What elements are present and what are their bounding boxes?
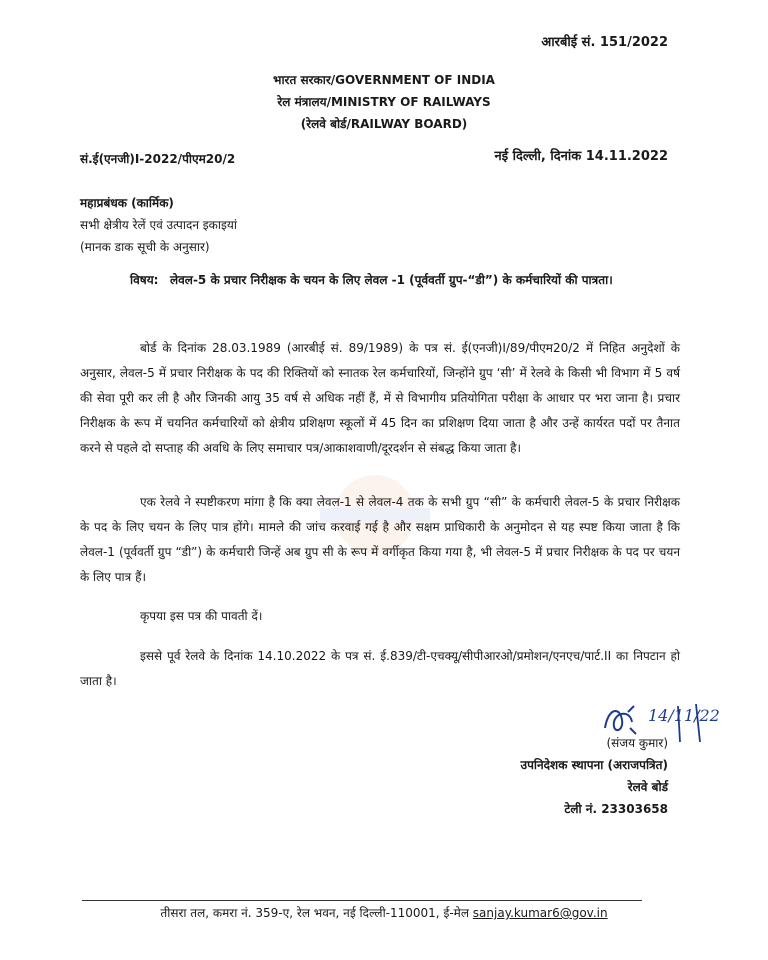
addressee-title: महाप्रबंधक (कार्मिक) xyxy=(80,196,174,210)
paragraph-3: कृपया इस पत्र की पावती दें। xyxy=(140,609,263,623)
addressee-note: (मानक डाक सूची के अनुसार) xyxy=(80,240,210,254)
signatory-phone: टेली नं. 23303658 xyxy=(564,802,668,816)
subject-block xyxy=(130,270,670,291)
letter-date: नई दिल्ली, दिनांक 14.11.2022 xyxy=(494,149,668,164)
footer-email-link[interactable]: sanjay.kumar6@gov.in xyxy=(472,906,608,920)
addressee-line: सभी क्षेत्रीय रेलें एवं उत्पादन इकाइयां xyxy=(80,218,237,232)
signatory-designation: उपनिदेशक स्थापना (अराजपत्रित) xyxy=(520,758,668,772)
footer-address xyxy=(0,904,768,921)
header-board: (रेलवे बोर्ड/RAILWAY BOARD) xyxy=(300,117,468,131)
rbe-number: आरबीई सं. 151/2022 xyxy=(541,35,668,50)
reference-number: सं.ई(एनजी)I-2022/पीएम20/2 xyxy=(80,152,236,166)
header-govt: भारत सरकार/GOVERNMENT OF INDIA xyxy=(273,73,495,87)
paragraph-2: एक रेलवे ने स्पष्टीकरण मांगा है कि क्या लेवल-1 से लेवल-4 तक के सभी ग्रुप “सी” के कर्मचारी लेवल-5 के प्रचार निरीक्षक के पद के लिए चयन के लिए पात्र होंगे। मामले की जांच करवाई गई है और सक्षम प्राधिकारी के अनुमोदन से यह स्पष्ट किया जाता है कि लेवल-1 (पूर्ववर्ती ग्रुप “डी”) के कर्मचारी जिन्हें अब ग्रुप सी के रूप में वर्गीकृत किया गया है, भी लेवल-5 में प्रचार निरीक्षक के पद पर चयन के लिए पात्र हैं। xyxy=(80,495,680,584)
paragraph-4: इससे पूर्व रेलवे के दिनांक 14.10.2022 के पत्र सं. ई.839/टी-एचक्यू/सीपीआरओ/प्रमोशन/एनएच/पार्ट.II का निपटान हो जाता है। xyxy=(80,649,680,688)
signatory-office: रेलवे बोर्ड xyxy=(627,780,668,794)
paragraph-1: बोर्ड के दिनांक 28.03.1989 (आरबीई सं. 89/1989) के पत्र सं. ई(एनजी)I/89/पीएम20/2 में निहित अनुदेशों के अनुसार, लेवल-5 में प्रचार निरीक्षक के पद की रिक्तियों को स्नातक रेल कर्मचारियों, जिन्होंने ग्रुप ‘सी’ में रेलवे के किसी भी विभाग में 5 वर्ष की सेवा पूरी कर ली है और जिनकी आयु 35 वर्ष से अधिक नहीं हैं, में से विभागीय प्रतियोगिता परीक्षा के आधार पर भरा जाना है। प्रचार निरीक्षक के रूप में चयनित कर्मचारियों को क्षेत्रीय प्रशिक्षण स्कूलों में 45 दिन का प्रशिक्षण दिया जाता है और उन्हें कार्यरत पदों पर तैनात करने से पहले दो सप्ताह की अवधि के लिए समाचार पत्र/आकाशवाणी/दूरदर्शन से संबद्ध किया जाता है। xyxy=(80,341,680,455)
subject-text: लेवल-5 के प्रचार निरीक्षक के चयन के लिए लेवल -1 (पूर्ववर्ती ग्रुप-“डी”) के कर्मचारियों की पात्रता। xyxy=(170,273,613,287)
signatory-name: (संजय कुमार) xyxy=(606,736,668,750)
subject-label: विषय: xyxy=(130,273,159,287)
signature-date: 14/11/22 xyxy=(648,706,720,725)
header-ministry: रेल मंत्रालय/MINISTRY OF RAILWAYS xyxy=(277,95,491,109)
footer-divider xyxy=(82,900,642,901)
footer-address-text: तीसरा तल, कमरा नं. 359-ए, रेल भवन, नई दिल्ली-110001, ई-मेल xyxy=(160,906,473,920)
